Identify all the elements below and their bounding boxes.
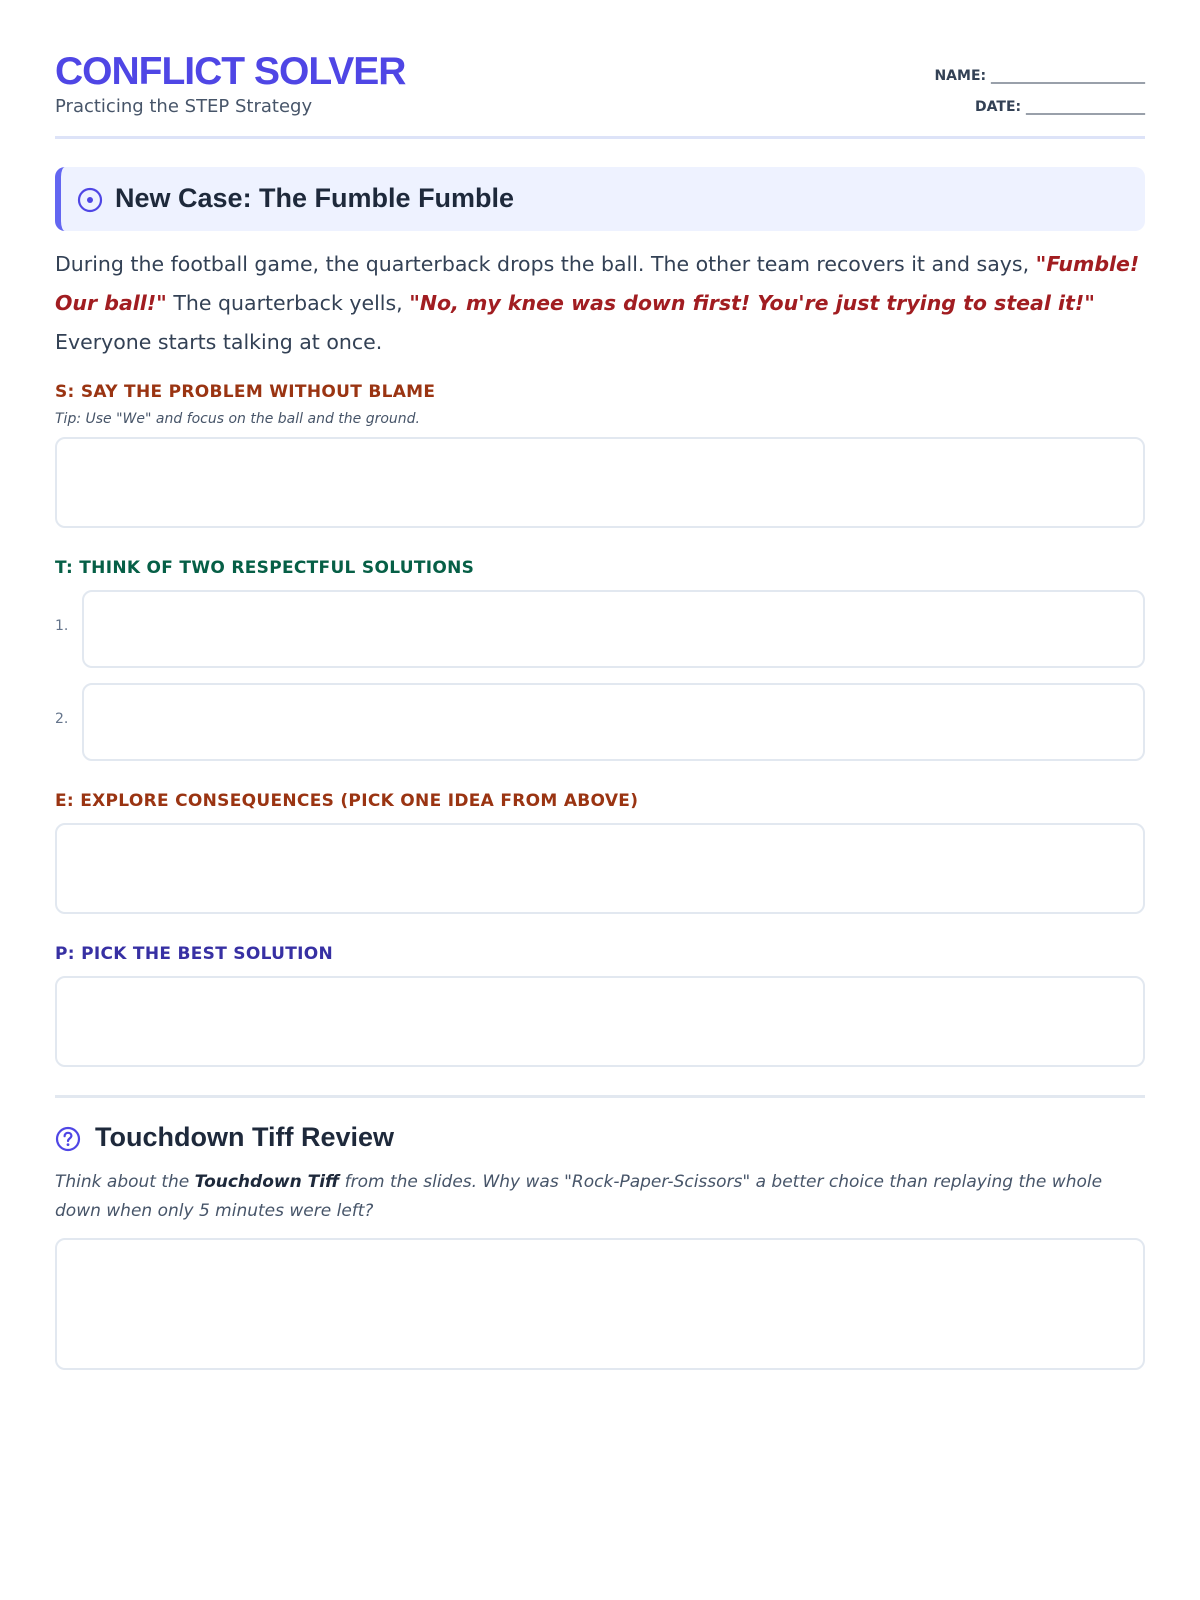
step-s-answer-box[interactable] [55, 437, 1145, 528]
step-p-answer-box[interactable] [55, 976, 1145, 1067]
review-heading [55, 1122, 1145, 1154]
step-s-tip: Tip: Use "We" and focus on the ball and the ground. [55, 411, 420, 427]
page-subtitle: Practicing the STEP Strategy [55, 96, 313, 117]
section-divider [55, 1095, 1145, 1098]
review-answer-box[interactable] [55, 1238, 1145, 1370]
story-text-3: Everyone starts talking at once. [55, 330, 383, 354]
review-prompt-text-1: Think about the [55, 1172, 195, 1192]
step-t-row-1 [55, 590, 1145, 668]
review-title: Touchdown Tiff Review [95, 1122, 395, 1152]
step-t-number-1: 1. [55, 618, 69, 634]
page-title: CONFLICT SOLVER [55, 50, 406, 93]
step-t-answer-box-2[interactable] [82, 683, 1145, 761]
name-label: NAME: [934, 68, 987, 84]
step-e-answer-box[interactable] [55, 823, 1145, 914]
case-banner [55, 167, 1145, 231]
step-t-answer-box-1[interactable] [82, 590, 1145, 668]
step-t-number-2: 2. [55, 711, 69, 727]
case-title: New Case: The Fumble Fumble [115, 183, 515, 213]
story-quote-1: "Fumble! Our ball!" [55, 252, 1140, 315]
target-icon [77, 187, 103, 213]
story-text-1: During the football game, the quarterback drops the ball. The other team recovers it and says, [55, 252, 1036, 276]
story-quote-2: "No, my knee was down first! You're just trying to steal it!" [409, 291, 1095, 315]
question-circle-icon [55, 1126, 81, 1152]
step-t-row-2 [55, 683, 1145, 761]
step-s-label: S: SAY THE PROBLEM WITHOUT BLAME [55, 382, 436, 402]
review-prompt [55, 1168, 1145, 1226]
name-line[interactable]: ______________________ [991, 68, 1145, 84]
name-field[interactable] [934, 68, 1145, 84]
date-line[interactable]: _________________ [1026, 99, 1145, 115]
date-label: DATE: [975, 99, 1022, 115]
review-prompt-text-2: from the slides. Why was "Rock-Paper-Scissors" a better choice than replaying the whole down when only 5 minutes were left? [55, 1172, 1103, 1221]
worksheet-header [55, 48, 1145, 139]
case-story [55, 245, 1145, 362]
story-text-2: The quarterback yells, [166, 291, 410, 315]
review-prompt-bold: Touchdown Tiff [194, 1172, 340, 1192]
step-e-label: E: EXPLORE CONSEQUENCES (PICK ONE IDEA FROM ABOVE) [55, 791, 639, 811]
step-p-label: P: PICK THE BEST SOLUTION [55, 944, 334, 964]
date-field[interactable] [975, 99, 1145, 115]
step-t-label: T: THINK OF TWO RESPECTFUL SOLUTIONS [55, 558, 475, 578]
